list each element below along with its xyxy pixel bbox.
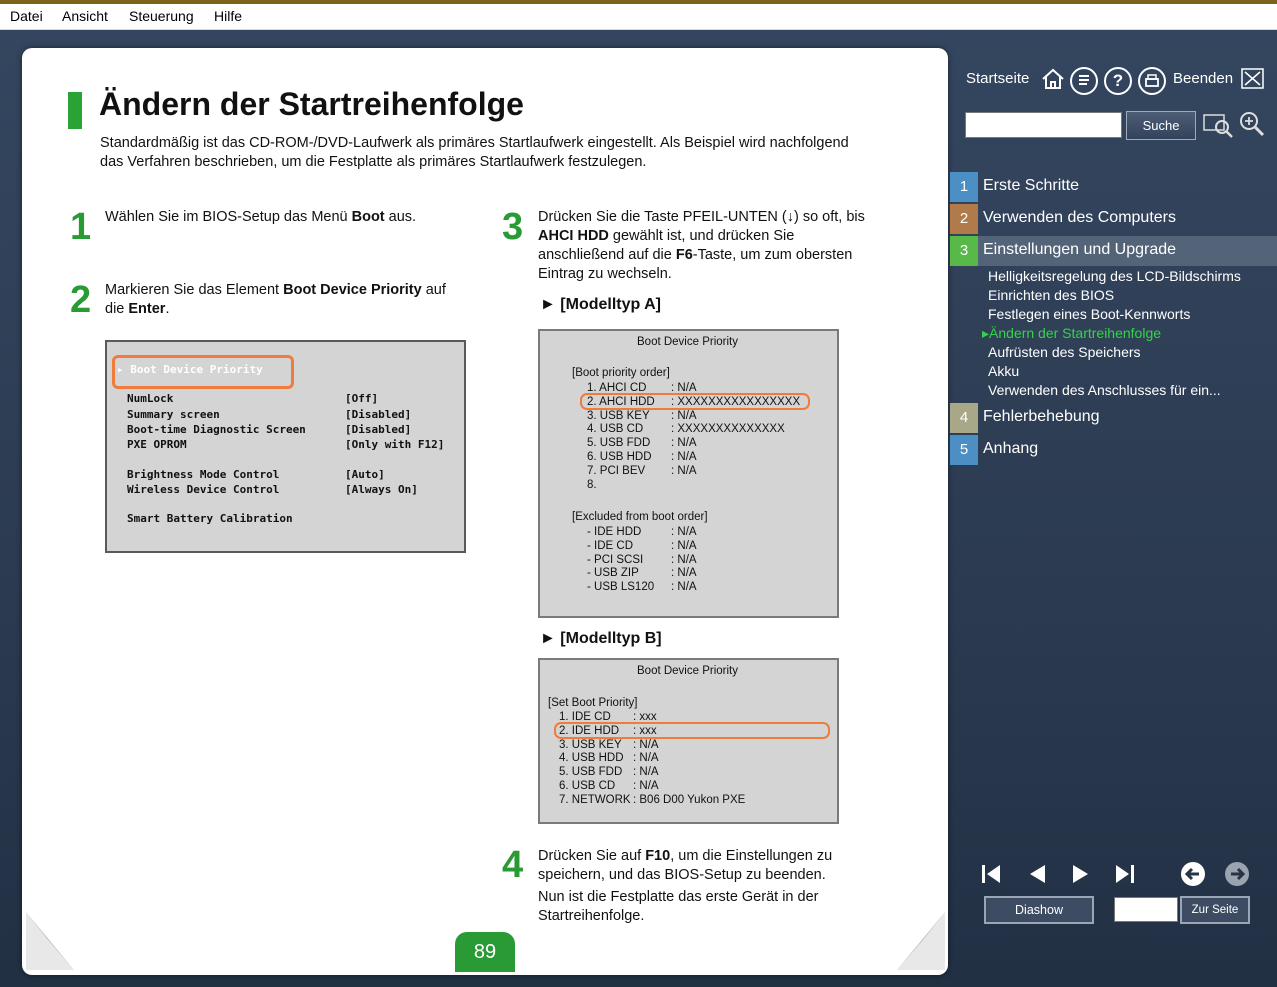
manual-page bbox=[22, 48, 948, 975]
bios-row-value: [Disabled] bbox=[345, 423, 412, 436]
step-1-text bbox=[105, 208, 475, 227]
boot-entry-label: - IDE CD bbox=[587, 539, 633, 552]
boot-entry-label: 1. IDE CD bbox=[559, 711, 611, 723]
step-3-number: 3 bbox=[502, 206, 524, 248]
chapter-label: Erste Schritte bbox=[983, 177, 1080, 194]
startseite-link[interactable]: Startseite bbox=[966, 70, 1030, 87]
step-4-text bbox=[538, 847, 868, 885]
boot-entry-label: 3. USB KEY bbox=[559, 738, 622, 751]
box-a-excluded-header: [Excluded from boot order] bbox=[572, 511, 708, 523]
subitem[interactable]: Einrichten des BIOS bbox=[988, 287, 1115, 303]
bios-row-label: PXE OPROM bbox=[127, 438, 187, 451]
boot-entry-label: 2. IDE HDD bbox=[559, 724, 620, 737]
bios-screenshot-main bbox=[105, 340, 466, 553]
boot-entry-label: 5. USB FDD bbox=[587, 437, 651, 450]
step-1-bold: Boot bbox=[351, 209, 385, 225]
subitem-active[interactable]: ▸Ändern der Startreihenfolge bbox=[982, 325, 1162, 341]
boot-entry-value: : N/A bbox=[633, 738, 659, 751]
boot-entry-value: : N/A bbox=[633, 766, 659, 779]
boot-entry-value: : N/A bbox=[671, 451, 697, 463]
boot-entry-value: : xxx bbox=[633, 711, 657, 723]
bios-highlight-text: ▸ Boot Device Priority bbox=[117, 363, 263, 376]
boot-entry-value: : N/A bbox=[671, 409, 697, 422]
chapter-label: Verwenden des Computers bbox=[983, 209, 1176, 226]
boot-entry-label: - PCI SCSI bbox=[587, 553, 644, 566]
step-2-number: 2 bbox=[70, 279, 92, 321]
chapter-2[interactable] bbox=[950, 204, 1277, 234]
chapter-label: Fehlerbehebung bbox=[983, 408, 1100, 425]
box-b-title: Boot Device Priority bbox=[637, 665, 738, 677]
bios-row-label: Wireless Device Control bbox=[127, 483, 280, 496]
step-4-extra: Nun ist die Festplatte das erste Gerät in der Startreihenfolge. bbox=[538, 889, 819, 924]
menu-datei[interactable]: Datei bbox=[10, 8, 43, 24]
diashow-button[interactable]: Diashow bbox=[984, 896, 1094, 924]
boot-entry-value: : xxx bbox=[633, 724, 657, 737]
search-input[interactable] bbox=[965, 112, 1122, 138]
boot-entry-value: : N/A bbox=[671, 539, 697, 552]
boot-entry-label: 2. AHCI HDD bbox=[587, 395, 655, 408]
chapter-number: 5 bbox=[950, 435, 978, 465]
boot-entry-value: : N/A bbox=[671, 382, 697, 394]
step-4-number: 4 bbox=[502, 844, 524, 886]
subitem[interactable]: Verwenden des Anschlusses für ein... bbox=[988, 382, 1221, 398]
step-3-bold2: F6 bbox=[675, 247, 693, 263]
bios-row-value: [Only with F12] bbox=[345, 438, 445, 451]
close-icon[interactable] bbox=[1241, 68, 1265, 90]
chapter-5[interactable] bbox=[950, 435, 1277, 465]
boot-entry-label: 5. USB FDD bbox=[559, 766, 623, 779]
step-1-post: aus. bbox=[384, 209, 417, 225]
step-1-pre: Wählen Sie im BIOS-Setup das Menü bbox=[105, 209, 352, 225]
subitem[interactable]: Festlegen eines Boot-Kennworts bbox=[988, 306, 1191, 322]
menu-ansicht[interactable]: Ansicht bbox=[62, 8, 108, 24]
bios-row-value: [Always On] bbox=[345, 483, 418, 496]
menu-bar bbox=[0, 4, 1277, 30]
bios-row-value: [Disabled] bbox=[345, 408, 412, 421]
previous-page-icon[interactable] bbox=[1026, 863, 1048, 885]
boot-entry-label: 6. USB CD bbox=[559, 780, 616, 792]
search-button[interactable]: Suche bbox=[1126, 111, 1196, 140]
intro-text: Standardmäßig ist das CD-ROM-/DVD-Laufwerk als primäres Startlaufwerk eingestellt. Als Beispiel wird nachfolgend das Verfahren beschrieben, um die Festplatte als primäres Startlaufwerk festzulegen. bbox=[100, 135, 849, 170]
modelltyp-b-heading: ► [Modelltyp B] bbox=[540, 630, 662, 647]
page-title: Ändern der Startreihenfolge bbox=[99, 86, 524, 122]
back-arrow-icon[interactable] bbox=[1180, 861, 1206, 887]
bios-row-label: Smart Battery Calibration bbox=[127, 512, 293, 525]
bios-row-value: [Auto] bbox=[345, 468, 385, 481]
subitem[interactable]: Aufrüsten des Speichers bbox=[988, 344, 1141, 360]
last-page-icon[interactable] bbox=[1114, 863, 1136, 885]
step-2-mid: auf die bbox=[105, 282, 446, 317]
step-4-pre: Drücken Sie auf bbox=[538, 848, 646, 864]
help-icon[interactable]: ? bbox=[1104, 67, 1132, 95]
step-2-post: . bbox=[165, 301, 170, 317]
boot-entry-label: 4. USB CD bbox=[587, 423, 644, 436]
boot-entry-value: : N/A bbox=[633, 752, 659, 765]
boot-entry-value: : N/A bbox=[671, 437, 697, 450]
first-page-icon[interactable] bbox=[980, 863, 1002, 885]
page-number-input[interactable] bbox=[1114, 897, 1178, 922]
bios-row-label: NumLock bbox=[127, 392, 174, 405]
bios-screenshot-a bbox=[538, 329, 839, 618]
chapter-label: Anhang bbox=[983, 440, 1039, 457]
contents-icon[interactable] bbox=[1070, 67, 1098, 95]
chapter-number: 1 bbox=[950, 172, 978, 202]
goto-page-button[interactable]: Zur Seite bbox=[1180, 896, 1250, 924]
bios-row-label: Boot-time Diagnostic Screen bbox=[127, 423, 306, 436]
boot-entry-label: 4. USB HDD bbox=[559, 752, 624, 765]
box-a-order-header: [Boot priority order] bbox=[572, 367, 670, 379]
forward-arrow-icon[interactable] bbox=[1224, 861, 1250, 887]
step-4-post: , um die Einstellungen zu speichern, und das BIOS-Setup zu beenden. bbox=[538, 848, 833, 883]
prev-page-corner[interactable] bbox=[24, 910, 79, 973]
print-icon[interactable] bbox=[1138, 67, 1166, 95]
modelltyp-a-heading: ► [Modelltyp A] bbox=[540, 296, 662, 313]
search-results-icon[interactable] bbox=[1202, 112, 1234, 138]
boot-entry-value: : N/A bbox=[633, 780, 659, 792]
page-number: 89 bbox=[455, 932, 515, 972]
step-3-post: -Taste, um zum obersten Eintrag zu wechseln. bbox=[538, 247, 853, 282]
boot-entry-value: : B06 D00 Yukon PXE bbox=[633, 793, 746, 806]
step-2-bold2: Enter bbox=[128, 301, 166, 317]
step-1-number: 1 bbox=[70, 206, 92, 248]
chapter-number: 4 bbox=[950, 403, 978, 433]
zoom-icon[interactable] bbox=[1238, 110, 1266, 138]
step-3-mid: gewählt ist, und drücken Sie anschließend auf die bbox=[538, 228, 795, 263]
beenden-link[interactable]: Beenden bbox=[1173, 70, 1234, 87]
next-page-corner[interactable] bbox=[895, 910, 947, 973]
boot-entry-label: 3. USB KEY bbox=[587, 409, 650, 422]
home-icon[interactable] bbox=[1040, 67, 1066, 91]
boot-entry-value: : N/A bbox=[671, 526, 697, 538]
boot-entry-value: : N/A bbox=[671, 464, 697, 477]
box-b-header: [Set Boot Priority] bbox=[548, 697, 638, 709]
chapter-1[interactable] bbox=[950, 172, 1277, 202]
chapter-4[interactable] bbox=[950, 403, 1277, 433]
boot-entry-label: - USB ZIP bbox=[587, 567, 639, 580]
title-accent-bar bbox=[68, 92, 82, 129]
boot-entry-label: - IDE HDD bbox=[587, 526, 642, 538]
chapter-label: Einstellungen und Upgrade bbox=[983, 241, 1177, 258]
bios-row-label: Summary screen bbox=[127, 408, 220, 421]
boot-entry-label: 1. AHCI CD bbox=[587, 382, 647, 394]
step-4-bold: F10 bbox=[645, 848, 671, 864]
boot-entry-value: : N/A bbox=[671, 567, 697, 580]
boot-entry-label: 8. bbox=[587, 478, 597, 491]
next-page-icon[interactable] bbox=[1070, 863, 1092, 885]
chapter-number: 2 bbox=[950, 204, 978, 234]
step-3-pre: Drücken Sie die Taste PFEIL-UNTEN (↓) so oft, bis bbox=[538, 209, 865, 225]
chapter-number: 3 bbox=[950, 236, 978, 266]
boot-entry-label: 7. PCI BEV bbox=[587, 464, 646, 477]
boot-entry-label: 7. NETWORK bbox=[559, 793, 631, 806]
boot-entry-value: : XXXXXXXXXXXXXXXX bbox=[671, 395, 801, 408]
bios-row-value: [Off] bbox=[345, 392, 379, 405]
step-3-bold: AHCI HDD bbox=[538, 228, 609, 244]
box-a-title: Boot Device Priority bbox=[637, 336, 738, 348]
menu-steuerung[interactable]: Steuerung bbox=[129, 8, 194, 24]
boot-entry-label: - USB LS120 bbox=[587, 581, 655, 594]
sidebar bbox=[948, 30, 1277, 987]
highlight-outline bbox=[554, 722, 830, 739]
boot-entry-value: : N/A bbox=[671, 581, 697, 594]
bios-row-label: Brightness Mode Control bbox=[127, 468, 280, 481]
step-2-bold: Boot Device Priority bbox=[283, 282, 422, 298]
boot-entry-label: 6. USB HDD bbox=[587, 451, 652, 463]
subitem[interactable]: Akku bbox=[988, 363, 1020, 379]
step-2-text bbox=[105, 281, 465, 319]
menu-hilfe[interactable]: Hilfe bbox=[214, 8, 243, 24]
bios-screenshot-b bbox=[538, 658, 839, 824]
boot-entry-value: : XXXXXXXXXXXXXX bbox=[671, 423, 785, 436]
step-3-text bbox=[538, 208, 883, 284]
subitem[interactable]: Helligkeitsregelung des LCD-Bildschirms bbox=[988, 268, 1241, 284]
highlight-outline bbox=[580, 393, 810, 410]
chapter-3-active[interactable] bbox=[950, 236, 1277, 266]
step-2-pre: Markieren Sie das Element bbox=[105, 282, 284, 298]
boot-entry-value: : N/A bbox=[671, 553, 697, 566]
